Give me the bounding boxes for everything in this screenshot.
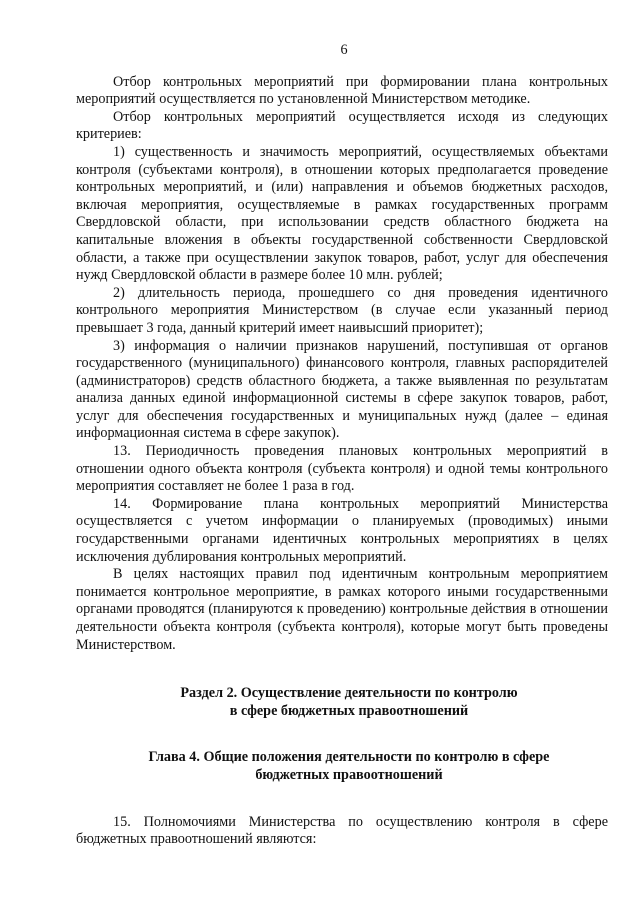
section-heading-line-2: в сфере бюджетных правоотношений <box>229 702 469 719</box>
section-heading <box>76 685 608 720</box>
paragraph-identical-definition: В целях настоящих правил под идентичным контрольным мероприятием понимается контрольное мероприятие, в рамках которого иными государственными органами проводятся (планируются к проведению) контрольные действия в отношении деятельности объекта контроля (субъекта контроля), которые могут быть проведены Министерством. <box>76 566 608 653</box>
paragraph-item-14: 14. Формирование плана контрольных мероприятий Министерства осуществляется с учетом информации о планируемых (проводимых) иными государственными органами идентичных контрольных мероприятиях в целях исключения дублирования контрольных мероприятий. <box>76 495 608 565</box>
paragraph-item-15: 15. Полномочиями Министерства по осуществлению контроля в сфере бюджетных правоотношений являются: <box>76 813 608 848</box>
chapter-heading <box>76 749 608 784</box>
page-number: 6 <box>340 42 348 58</box>
paragraph-methodology: Отбор контрольных мероприятий при формировании плана контрольных мероприятий осуществляется по установленной Министерством методике. <box>76 73 608 108</box>
section-heading-line-1: Раздел 2. Осуществление деятельности по контролю <box>180 685 518 702</box>
paragraph-criterion-3: 3) информация о наличии признаков нарушений, поступившая от органов государственного (муниципального) финансового контроля, главных распорядителей (администраторов) средств областного бюджета, а также выявленная по результатам анализа данных единой информационной системы в сфере закупок товаров, работ, услуг для обеспечения государственных и муниципальных нужд (далее – единая информационная система в сфере закупок). <box>76 337 608 442</box>
chapter-heading-line-1: Глава 4. Общие положения деятельности по контролю в сфере <box>148 749 550 766</box>
paragraph-item-13: 13. Периодичность проведения плановых контрольных мероприятий в отношении одного объекта контроля (субъекта контроля) и одной темы контрольного мероприятия составляет не более 1 раза в год. <box>76 443 608 495</box>
chapter-heading-line-2: бюджетных правоотношений <box>255 766 443 783</box>
paragraph-criteria-intro: Отбор контрольных мероприятий осуществляется исходя из следующих критериев: <box>76 108 608 143</box>
paragraph-criterion-2: 2) длительность периода, прошедшего со дня проведения идентичного контрольного мероприятия Министерством (в случае если указанный период превышает 3 года, данный критерий имеет наивысший приоритет); <box>76 284 608 336</box>
paragraph-criterion-1: 1) существенность и значимость мероприятий, осуществляемых объектами контроля (субъектами контроля), в отношении которых предполагается проведение контрольных мероприятий, и (или) направления и объемов бюджетных расходов, включая мероприятия, осуществляемые в рамках государственных программ Свердловской области, при использовании средств областного бюджета на капитальные вложения в объекты государственной собственности Свердловской области, а также при осуществлении закупок товаров, работ, услуг для обеспечения нужд Свердловской области в размере более 10 млн. рублей; <box>76 143 608 284</box>
